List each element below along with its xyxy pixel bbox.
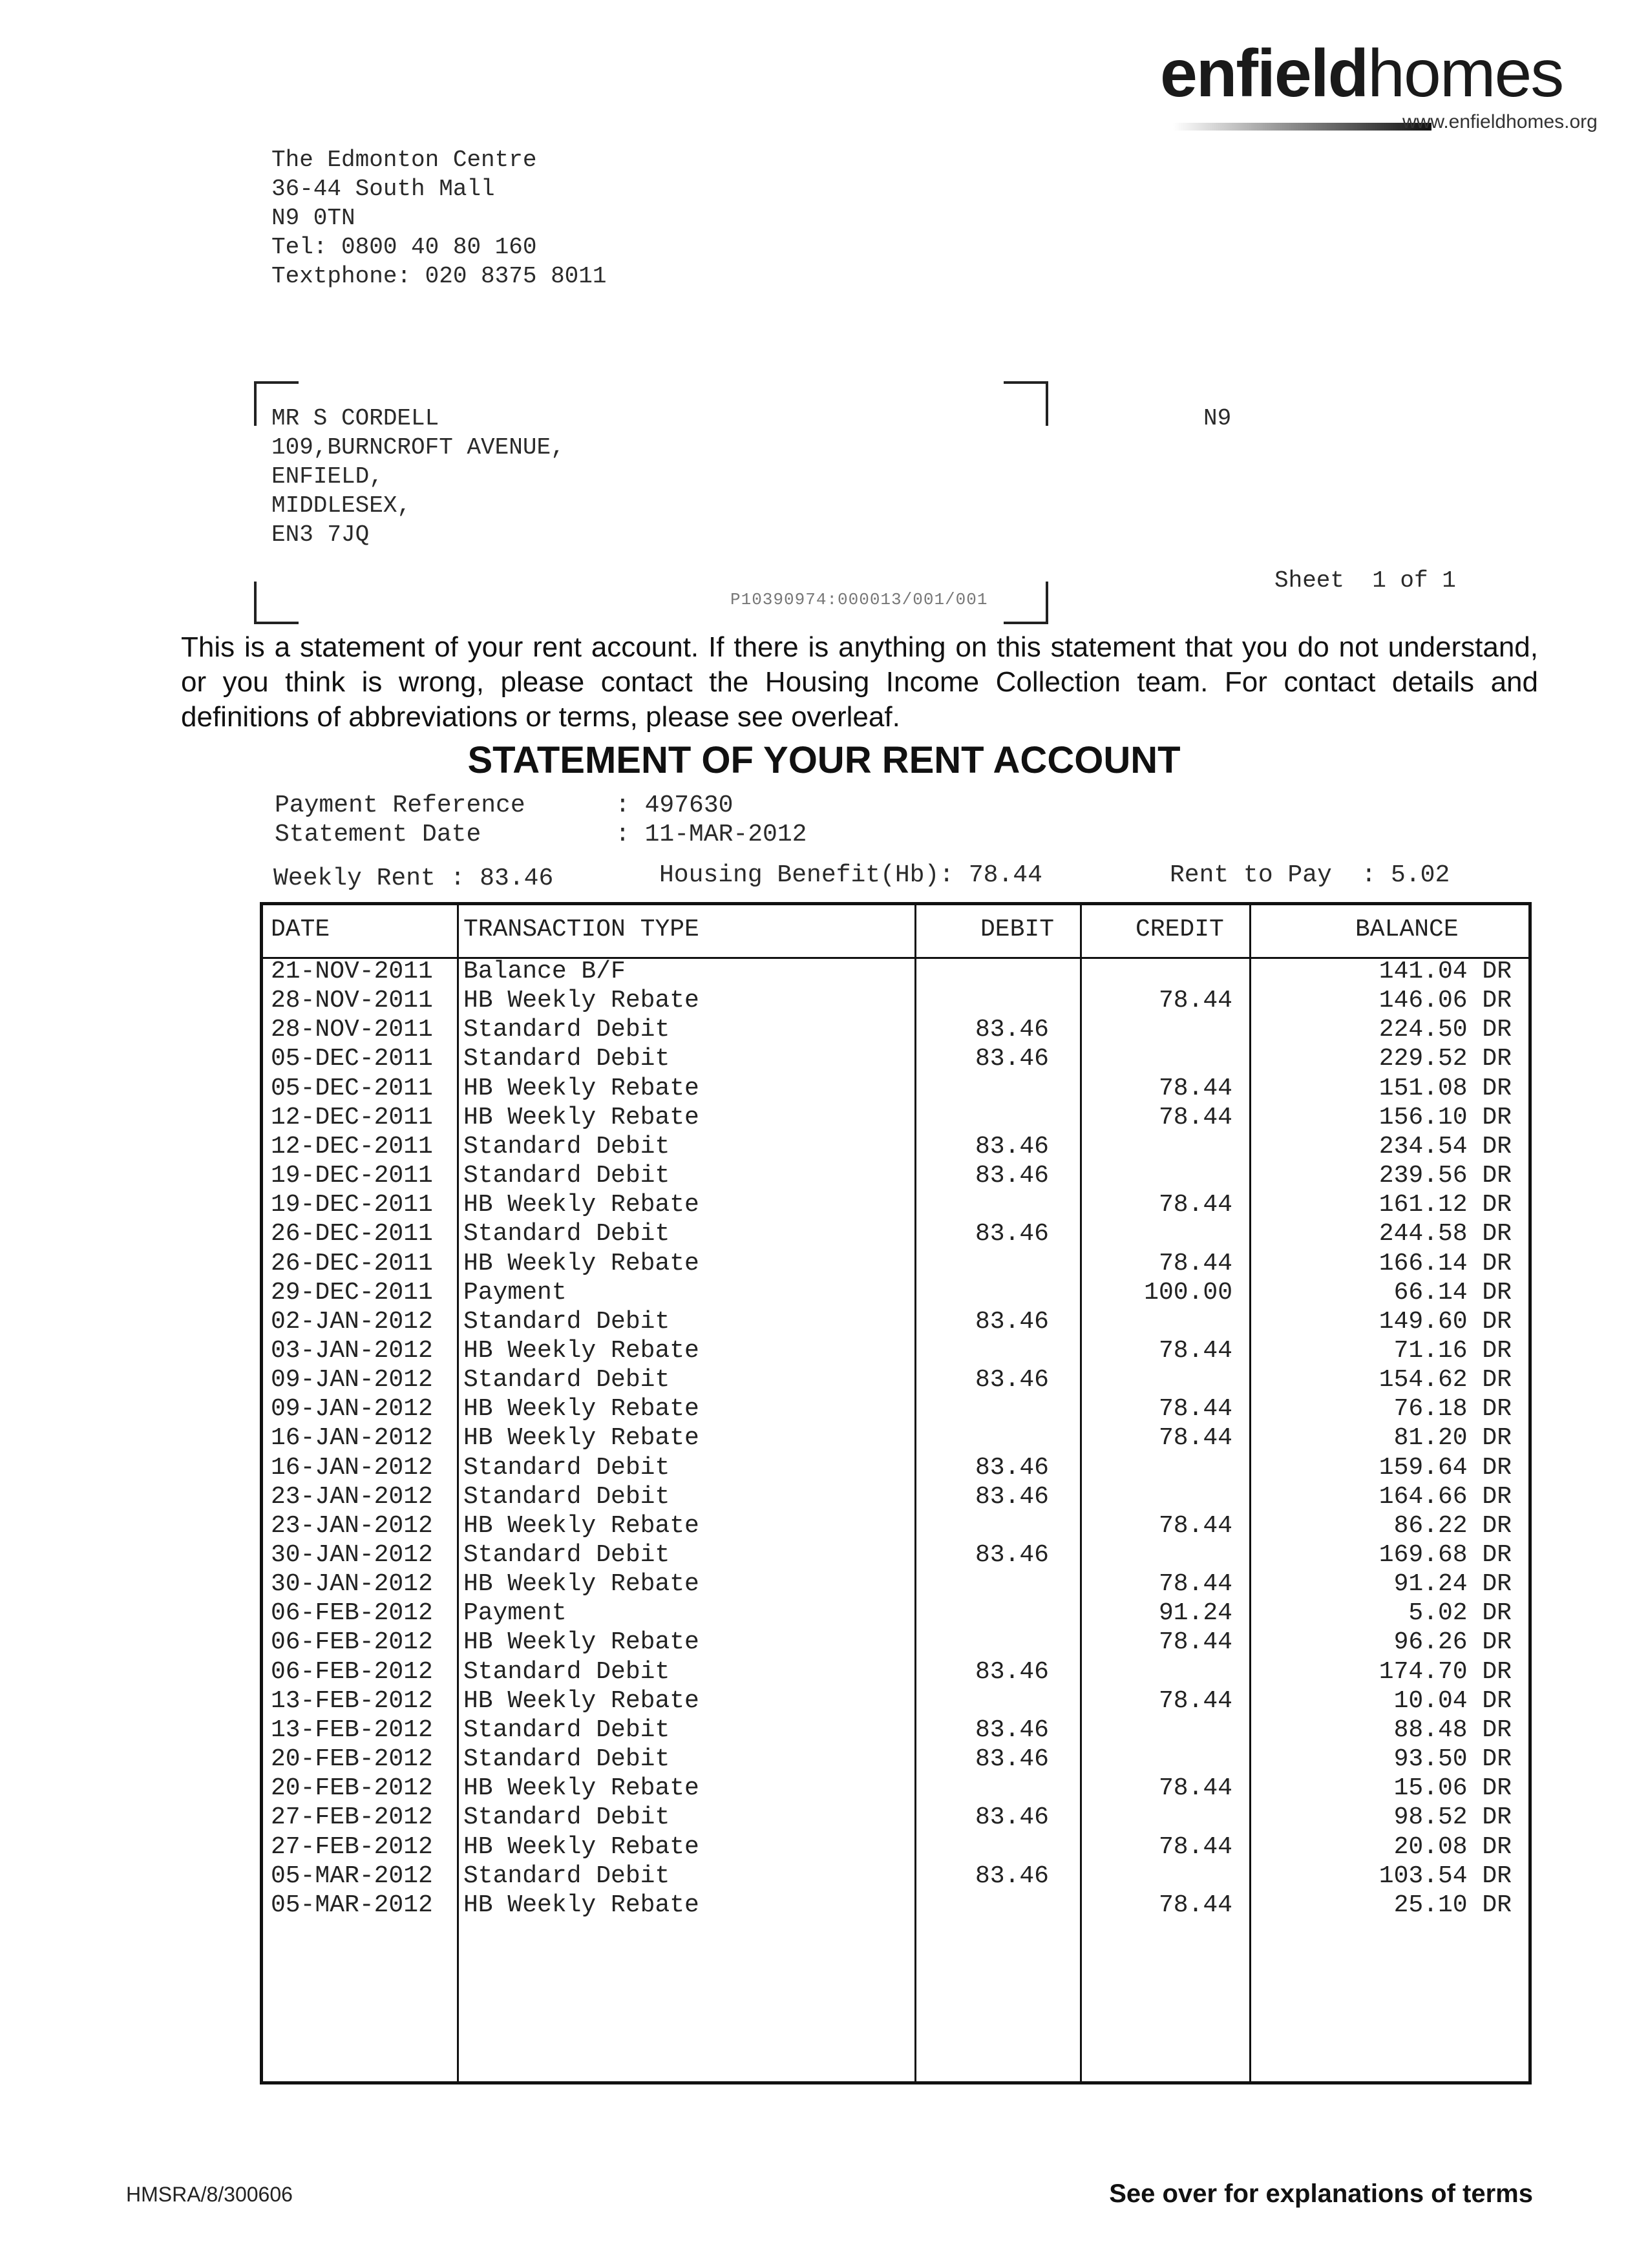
row-balance: 66.14 DR [1393, 1278, 1512, 1307]
table-row [263, 1686, 1528, 1716]
row-credit: 78.44 [1158, 1424, 1232, 1453]
row-credit: 78.44 [1158, 1891, 1232, 1919]
table-row [263, 1628, 1528, 1657]
see-over-note: See over for explanations of terms [1109, 2179, 1533, 2208]
row-transaction-type: HB Weekly Rebate [463, 1511, 699, 1540]
row-credit: 78.44 [1158, 1191, 1232, 1219]
row-debit: 83.46 [975, 1220, 1049, 1248]
row-balance: 149.60 DR [1379, 1307, 1512, 1336]
row-debit: 83.46 [975, 1657, 1049, 1686]
row-transaction-type: Standard Debit [463, 1541, 670, 1569]
row-balance: 164.66 DR [1379, 1482, 1512, 1511]
row-credit: 78.44 [1158, 1628, 1232, 1657]
row-transaction-type: Standard Debit [463, 1745, 670, 1774]
table-row [263, 957, 1528, 986]
reference-code: P10390974:000013/001/001 [730, 590, 988, 609]
sender-line-4: Tel: 0800 40 80 160 [271, 234, 537, 260]
table-row [263, 1161, 1528, 1190]
sender-line-5: Textphone: 020 8375 8011 [271, 263, 607, 289]
row-transaction-type: HB Weekly Rebate [463, 1774, 699, 1803]
row-transaction-type: HB Weekly Rebate [463, 1686, 699, 1715]
row-transaction-type: Standard Debit [463, 1453, 670, 1482]
row-credit: 78.44 [1158, 1570, 1232, 1599]
row-date: 13-FEB-2012 [271, 1716, 433, 1744]
row-transaction-type: Standard Debit [463, 1482, 670, 1511]
table-row [263, 1044, 1528, 1073]
rent-to-pay: Rent to Pay : 5.02 [1170, 861, 1450, 889]
table-row [263, 1832, 1528, 1862]
recipient-line-2: 109,BURNCROFT AVENUE, [271, 434, 565, 461]
row-transaction-type: HB Weekly Rebate [463, 1628, 699, 1657]
row-balance: 86.22 DR [1393, 1511, 1512, 1540]
row-credit: 78.44 [1158, 1832, 1232, 1861]
row-balance: 174.70 DR [1379, 1657, 1512, 1686]
table-row [263, 1803, 1528, 1832]
row-balance: 76.18 DR [1393, 1395, 1512, 1423]
row-date: 05-MAR-2012 [271, 1891, 433, 1919]
row-transaction-type: HB Weekly Rebate [463, 1395, 699, 1423]
table-row [263, 1132, 1528, 1161]
table-row [263, 1745, 1528, 1774]
table-row [263, 1599, 1528, 1628]
row-debit: 83.46 [975, 1016, 1049, 1044]
header-date: DATE [271, 916, 330, 943]
row-balance: 15.06 DR [1393, 1774, 1512, 1803]
sender-line-3: N9 0TN [271, 205, 355, 231]
row-date: 30-JAN-2012 [271, 1570, 433, 1599]
row-balance: 10.04 DR [1393, 1686, 1512, 1715]
sender-address [271, 145, 606, 291]
row-date: 21-NOV-2011 [271, 958, 433, 985]
row-credit: 78.44 [1158, 1336, 1232, 1365]
table-row [263, 1774, 1528, 1803]
row-transaction-type: HB Weekly Rebate [463, 1891, 699, 1919]
table-row [263, 986, 1528, 1015]
row-balance: 151.08 DR [1379, 1074, 1512, 1102]
table-row [263, 1891, 1528, 1920]
table-row [263, 1074, 1528, 1103]
form-code: HMSRA/8/300606 [126, 2183, 293, 2206]
table-row [263, 1219, 1528, 1248]
logo-gradient-bar [1173, 123, 1431, 131]
row-date: 28-NOV-2011 [271, 1016, 433, 1044]
header-credit: CREDIT [1136, 916, 1224, 943]
transactions-table [260, 902, 1532, 2084]
row-balance: 161.12 DR [1379, 1191, 1512, 1219]
row-balance: 229.52 DR [1379, 1045, 1512, 1073]
row-debit: 83.46 [975, 1162, 1049, 1190]
intro-paragraph: This is a statement of your rent account. If there is anything on this statement that you do not understand, or you think is wrong, please contact the Housing Income Collection team. For contact details and definitions of abbreviations or terms, please see overleaf. [181, 631, 1538, 733]
row-balance: 81.20 DR [1393, 1424, 1512, 1453]
logo-word-bold: enfield [1160, 36, 1368, 111]
row-date: 12-DEC-2011 [271, 1132, 433, 1160]
table-row [263, 1015, 1528, 1044]
row-balance: 5.02 DR [1408, 1599, 1512, 1628]
table-row [263, 1336, 1528, 1365]
recipient-line-5: EN3 7JQ [271, 521, 370, 548]
table-row [263, 1482, 1528, 1511]
row-transaction-type: Standard Debit [463, 1132, 670, 1160]
row-transaction-type: Balance B/F [463, 958, 626, 985]
table-row [263, 1394, 1528, 1423]
logo-url: www.enfieldhomes.org [1402, 111, 1598, 132]
row-date: 05-DEC-2011 [271, 1045, 433, 1073]
row-debit: 83.46 [975, 1803, 1049, 1832]
row-date: 28-NOV-2011 [271, 987, 433, 1015]
table-row [263, 1453, 1528, 1482]
row-date: 29-DEC-2011 [271, 1278, 433, 1307]
row-credit: 78.44 [1158, 1103, 1232, 1131]
header-balance: BALANCE [1355, 916, 1459, 943]
row-balance: 91.24 DR [1393, 1570, 1512, 1599]
row-date: 19-DEC-2011 [271, 1191, 433, 1219]
row-date: 26-DEC-2011 [271, 1249, 433, 1277]
row-balance: 169.68 DR [1379, 1541, 1512, 1569]
statement-title: STATEMENT OF YOUR RENT ACCOUNT [467, 739, 1181, 781]
row-credit: 78.44 [1158, 1395, 1232, 1423]
row-transaction-type: Standard Debit [463, 1862, 670, 1890]
row-date: 27-FEB-2012 [271, 1803, 433, 1832]
header-transaction-type: TRANSACTION TYPE [463, 916, 699, 943]
row-balance: 25.10 DR [1393, 1891, 1512, 1919]
table-row [263, 1103, 1528, 1132]
row-transaction-type: Standard Debit [463, 1366, 670, 1394]
row-balance: 224.50 DR [1379, 1016, 1512, 1044]
table-row [263, 1862, 1528, 1891]
statement-date-value: : 11-MAR-2012 [615, 821, 807, 848]
row-balance: 166.14 DR [1379, 1249, 1512, 1277]
header-debit: DEBIT [980, 916, 1055, 943]
row-balance: 103.54 DR [1379, 1862, 1512, 1890]
window-corner-top-right [1004, 381, 1048, 426]
row-balance: 146.06 DR [1379, 987, 1512, 1015]
table-row [263, 1307, 1528, 1336]
row-credit: 78.44 [1158, 1074, 1232, 1102]
row-debit: 83.46 [975, 1716, 1049, 1744]
row-credit: 78.44 [1158, 1686, 1232, 1715]
row-balance: 156.10 DR [1379, 1103, 1512, 1131]
row-debit: 83.46 [975, 1745, 1049, 1774]
enfield-homes-logo [1160, 36, 1612, 137]
row-transaction-type: Standard Debit [463, 1045, 670, 1073]
row-date: 23-JAN-2012 [271, 1511, 433, 1540]
row-date: 05-MAR-2012 [271, 1862, 433, 1890]
row-transaction-type: HB Weekly Rebate [463, 1249, 699, 1277]
row-date: 12-DEC-2011 [271, 1103, 433, 1131]
row-date: 05-DEC-2011 [271, 1074, 433, 1102]
table-row [263, 1278, 1528, 1307]
row-balance: 239.56 DR [1379, 1162, 1512, 1190]
row-balance: 244.58 DR [1379, 1220, 1512, 1248]
table-row [263, 1511, 1528, 1540]
sender-line-2: 36-44 South Mall [271, 176, 495, 202]
row-debit: 83.46 [975, 1132, 1049, 1160]
row-transaction-type: HB Weekly Rebate [463, 1191, 699, 1219]
row-date: 13-FEB-2012 [271, 1686, 433, 1715]
row-transaction-type: HB Weekly Rebate [463, 987, 699, 1015]
table-row [263, 1716, 1528, 1745]
row-debit: 83.46 [975, 1366, 1049, 1394]
row-transaction-type: HB Weekly Rebate [463, 1832, 699, 1861]
row-credit: 78.44 [1158, 987, 1232, 1015]
table-row [263, 1570, 1528, 1599]
recipient-line-1: MR S CORDELL [271, 405, 439, 432]
row-date: 09-JAN-2012 [271, 1395, 433, 1423]
row-date: 16-JAN-2012 [271, 1453, 433, 1482]
row-transaction-type: Standard Debit [463, 1803, 670, 1832]
window-corner-bottom-right [1004, 582, 1048, 624]
statement-date-label: Statement Date [275, 821, 481, 848]
recipient-line-3: ENFIELD, [271, 463, 383, 490]
row-date: 20-FEB-2012 [271, 1745, 433, 1774]
row-balance: 159.64 DR [1379, 1453, 1512, 1482]
row-debit: 83.46 [975, 1453, 1049, 1482]
row-balance: 93.50 DR [1393, 1745, 1512, 1774]
row-date: 30-JAN-2012 [271, 1541, 433, 1569]
row-transaction-type: HB Weekly Rebate [463, 1336, 699, 1365]
row-transaction-type: HB Weekly Rebate [463, 1424, 699, 1453]
row-transaction-type: Payment [463, 1278, 567, 1307]
row-debit: 83.46 [975, 1307, 1049, 1336]
row-transaction-type: HB Weekly Rebate [463, 1103, 699, 1131]
row-transaction-type: Payment [463, 1599, 567, 1628]
row-date: 02-JAN-2012 [271, 1307, 433, 1336]
row-date: 16-JAN-2012 [271, 1424, 433, 1453]
row-date: 03-JAN-2012 [271, 1336, 433, 1365]
row-date: 06-FEB-2012 [271, 1599, 433, 1628]
recipient-address [271, 404, 565, 549]
row-transaction-type: HB Weekly Rebate [463, 1074, 699, 1102]
row-transaction-type: Standard Debit [463, 1657, 670, 1686]
table-row [263, 1365, 1528, 1394]
row-balance: 141.04 DR [1379, 958, 1512, 985]
row-credit: 91.24 [1158, 1599, 1232, 1628]
table-row [263, 1423, 1528, 1453]
row-date: 06-FEB-2012 [271, 1628, 433, 1657]
row-debit: 83.46 [975, 1541, 1049, 1569]
row-balance: 234.54 DR [1379, 1132, 1512, 1160]
area-code: N9 [1203, 405, 1232, 432]
row-balance: 96.26 DR [1393, 1628, 1512, 1657]
row-date: 27-FEB-2012 [271, 1832, 433, 1861]
row-date: 09-JAN-2012 [271, 1366, 433, 1394]
row-date: 19-DEC-2011 [271, 1162, 433, 1190]
window-corner-bottom-left [254, 582, 299, 624]
sender-line-1: The Edmonton Centre [271, 147, 537, 173]
row-debit: 83.46 [975, 1045, 1049, 1073]
row-balance: 154.62 DR [1379, 1366, 1512, 1394]
row-debit: 83.46 [975, 1482, 1049, 1511]
row-credit: 78.44 [1158, 1511, 1232, 1540]
row-date: 20-FEB-2012 [271, 1774, 433, 1803]
row-date: 26-DEC-2011 [271, 1220, 433, 1248]
row-credit: 78.44 [1158, 1249, 1232, 1277]
sheet-number: Sheet 1 of 1 [1274, 567, 1456, 594]
row-credit: 78.44 [1158, 1774, 1232, 1803]
table-row [263, 1249, 1528, 1278]
logo-word-light: homes [1368, 36, 1563, 111]
payment-reference-value: : 497630 [615, 792, 734, 819]
housing-benefit: Housing Benefit(Hb): 78.44 [659, 861, 1042, 889]
recipient-line-4: MIDDLESEX, [271, 492, 412, 519]
table-row [263, 1540, 1528, 1570]
row-transaction-type: Standard Debit [463, 1307, 670, 1336]
row-balance: 71.16 DR [1393, 1336, 1512, 1365]
row-balance: 20.08 DR [1393, 1832, 1512, 1861]
weekly-rent: Weekly Rent : 83.46 [273, 865, 554, 892]
row-transaction-type: Standard Debit [463, 1162, 670, 1190]
row-transaction-type: Standard Debit [463, 1016, 670, 1044]
row-debit: 83.46 [975, 1862, 1049, 1890]
row-date: 23-JAN-2012 [271, 1482, 433, 1511]
row-transaction-type: HB Weekly Rebate [463, 1570, 699, 1599]
payment-reference-label: Payment Reference [275, 792, 525, 819]
table-row [263, 1657, 1528, 1686]
table-row [263, 1190, 1528, 1219]
row-balance: 98.52 DR [1393, 1803, 1512, 1832]
row-credit: 100.00 [1144, 1278, 1232, 1307]
row-transaction-type: Standard Debit [463, 1220, 670, 1248]
row-date: 06-FEB-2012 [271, 1657, 433, 1686]
row-transaction-type: Standard Debit [463, 1716, 670, 1744]
row-balance: 88.48 DR [1393, 1716, 1512, 1744]
